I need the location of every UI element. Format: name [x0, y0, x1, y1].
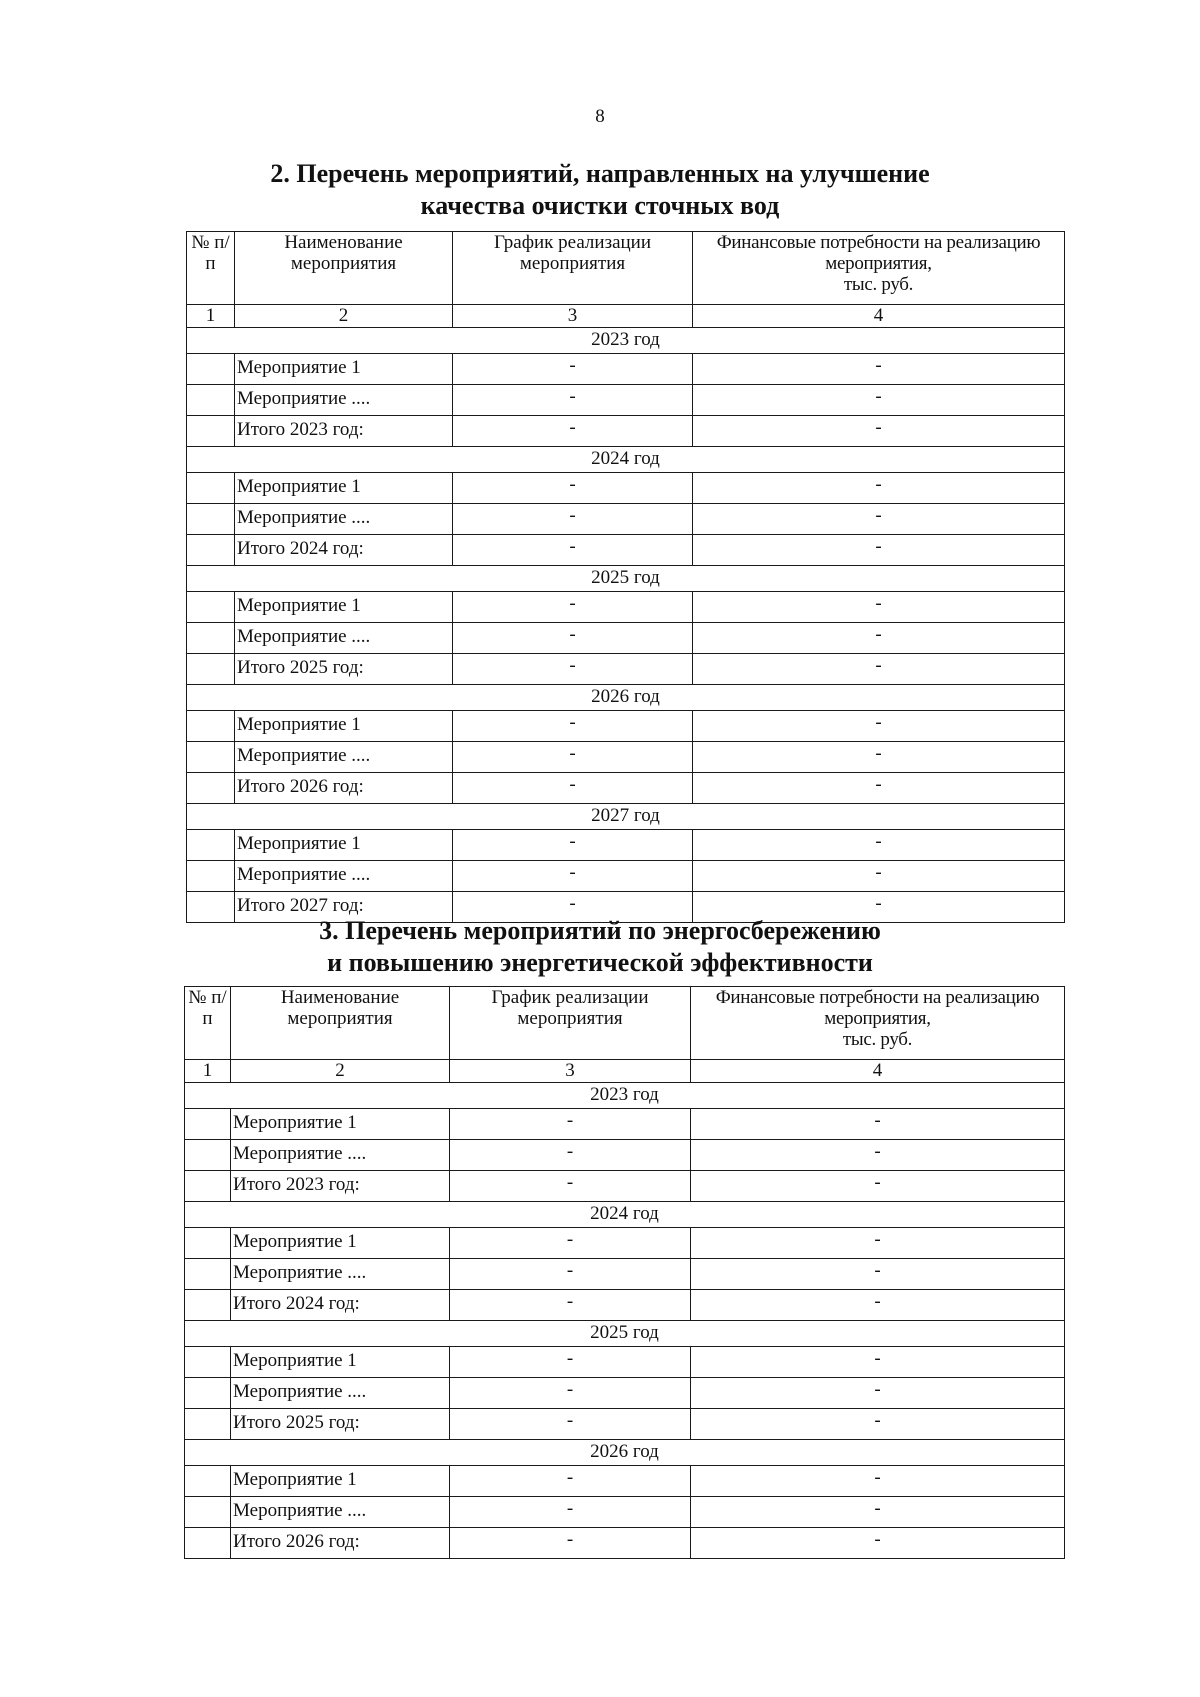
- table-row: [187, 623, 1065, 654]
- table-row: [187, 473, 1065, 504]
- year-label: 2025 год: [185, 1321, 1065, 1347]
- finance-value: -: [693, 861, 1065, 892]
- col-header-finance-line3: тыс. руб.: [842, 1029, 913, 1050]
- no-cell: [185, 1171, 231, 1202]
- activity-name: Мероприятие 1: [235, 592, 453, 623]
- schedule-value: -: [453, 473, 693, 504]
- col-header-finance: [691, 987, 1065, 1060]
- section3-table: [184, 986, 1065, 1559]
- no-cell: [187, 473, 235, 504]
- table-row: [185, 1347, 1065, 1378]
- no-cell: [187, 654, 235, 685]
- table-row: [185, 1259, 1065, 1290]
- no-cell: [185, 1228, 231, 1259]
- schedule-value: -: [450, 1228, 691, 1259]
- schedule-value: -: [453, 654, 693, 685]
- activity-name: Итого 2025 год:: [231, 1409, 450, 1440]
- col-header-finance: [693, 232, 1065, 305]
- year-group-row: [185, 1440, 1065, 1466]
- page-number: 8: [595, 106, 605, 127]
- table-row: [187, 861, 1065, 892]
- finance-value: -: [693, 742, 1065, 773]
- finance-value: -: [693, 473, 1065, 504]
- schedule-value: -: [450, 1497, 691, 1528]
- no-cell: [185, 1109, 231, 1140]
- activity-name: Итого 2026 год:: [235, 773, 453, 804]
- activity-name: Мероприятие ....: [235, 504, 453, 535]
- finance-value: -: [693, 385, 1065, 416]
- col-number-1: 1: [187, 305, 235, 328]
- no-cell: [185, 1497, 231, 1528]
- schedule-value: -: [450, 1290, 691, 1321]
- table-row: [185, 1140, 1065, 1171]
- finance-value: -: [693, 535, 1065, 566]
- finance-value: -: [693, 711, 1065, 742]
- finance-value: -: [691, 1140, 1065, 1171]
- no-cell: [187, 711, 235, 742]
- year-group-row: [187, 447, 1065, 473]
- year-group-row: [187, 685, 1065, 711]
- schedule-value: -: [450, 1409, 691, 1440]
- no-cell: [187, 742, 235, 773]
- activity-name: Мероприятие ....: [235, 385, 453, 416]
- year-label: 2027 год: [187, 804, 1065, 830]
- table-row: [187, 711, 1065, 742]
- table-row: [187, 654, 1065, 685]
- section2-title: [0, 158, 1200, 222]
- table-row: [185, 1228, 1065, 1259]
- col-header-finance-line1: Финансовые потребности на реализацию: [716, 232, 1041, 253]
- finance-value: -: [693, 592, 1065, 623]
- column-number-row: [187, 305, 1065, 328]
- table-row: [185, 1497, 1065, 1528]
- finance-value: -: [691, 1378, 1065, 1409]
- table-row: [187, 385, 1065, 416]
- col-header-no: № п/п: [185, 987, 231, 1060]
- finance-value: -: [693, 354, 1065, 385]
- schedule-value: -: [450, 1140, 691, 1171]
- no-cell: [187, 354, 235, 385]
- no-cell: [187, 416, 235, 447]
- no-cell: [187, 592, 235, 623]
- finance-value: -: [691, 1347, 1065, 1378]
- activity-name: Мероприятие ....: [231, 1259, 450, 1290]
- finance-value: -: [691, 1497, 1065, 1528]
- table-row: [185, 1528, 1065, 1559]
- col-number-4: 4: [693, 305, 1065, 328]
- col-number-1: 1: [185, 1060, 231, 1083]
- activity-name: Итого 2025 год:: [235, 654, 453, 685]
- year-label: 2026 год: [185, 1440, 1065, 1466]
- table-row: [187, 592, 1065, 623]
- finance-value: -: [691, 1290, 1065, 1321]
- table-row: [185, 1290, 1065, 1321]
- finance-value: -: [691, 1171, 1065, 1202]
- header-row: [185, 987, 1065, 1060]
- no-cell: [187, 623, 235, 654]
- finance-value: -: [691, 1259, 1065, 1290]
- activity-name: Мероприятие ....: [231, 1497, 450, 1528]
- activity-name: Мероприятие 1: [231, 1466, 450, 1497]
- no-cell: [185, 1409, 231, 1440]
- activity-name: Мероприятие 1: [235, 830, 453, 861]
- table-row: [187, 830, 1065, 861]
- no-cell: [187, 773, 235, 804]
- col-header-finance-line3: тыс. руб.: [843, 274, 914, 295]
- schedule-value: -: [453, 623, 693, 654]
- no-cell: [185, 1528, 231, 1559]
- no-cell: [187, 830, 235, 861]
- activity-name: Мероприятие ....: [231, 1378, 450, 1409]
- col-number-4: 4: [691, 1060, 1065, 1083]
- year-label: 2023 год: [185, 1083, 1065, 1109]
- schedule-value: -: [453, 592, 693, 623]
- year-label: 2024 год: [185, 1202, 1065, 1228]
- table-row: [187, 773, 1065, 804]
- col-number-3: 3: [450, 1060, 691, 1083]
- finance-value: -: [693, 623, 1065, 654]
- finance-value: -: [691, 1528, 1065, 1559]
- schedule-value: -: [453, 711, 693, 742]
- activity-name: Итого 2023 год:: [235, 416, 453, 447]
- activity-name: Итого 2024 год:: [235, 535, 453, 566]
- finance-value: -: [693, 830, 1065, 861]
- section2-table: [186, 231, 1065, 923]
- no-cell: [187, 385, 235, 416]
- table-row: [187, 354, 1065, 385]
- finance-value: -: [691, 1109, 1065, 1140]
- col-header-name: Наименование мероприятия: [231, 987, 450, 1060]
- finance-value: -: [691, 1466, 1065, 1497]
- year-group-row: [187, 804, 1065, 830]
- col-header-no: № п/п: [187, 232, 235, 305]
- finance-value: -: [693, 654, 1065, 685]
- schedule-value: -: [453, 773, 693, 804]
- schedule-value: -: [453, 354, 693, 385]
- schedule-value: -: [450, 1528, 691, 1559]
- col-number-2: 2: [231, 1060, 450, 1083]
- schedule-value: -: [450, 1259, 691, 1290]
- year-label: 2024 год: [187, 447, 1065, 473]
- header-row: [187, 232, 1065, 305]
- finance-value: -: [691, 1228, 1065, 1259]
- activity-name: Мероприятие ....: [235, 742, 453, 773]
- table-row: [187, 504, 1065, 535]
- no-cell: [187, 861, 235, 892]
- no-cell: [185, 1466, 231, 1497]
- activity-name: Мероприятие ....: [231, 1140, 450, 1171]
- schedule-value: -: [453, 830, 693, 861]
- year-group-row: [185, 1083, 1065, 1109]
- schedule-value: -: [453, 416, 693, 447]
- no-cell: [185, 1259, 231, 1290]
- no-cell: [185, 1378, 231, 1409]
- col-header-schedule: График реализации мероприятия: [453, 232, 693, 305]
- activity-name: Мероприятие 1: [235, 354, 453, 385]
- activity-name: Итого 2026 год:: [231, 1528, 450, 1559]
- schedule-value: -: [453, 385, 693, 416]
- schedule-value: -: [450, 1347, 691, 1378]
- table-row: [185, 1378, 1065, 1409]
- section2-title-line2: качества очистки сточных вод: [420, 191, 780, 220]
- table-row: [185, 1466, 1065, 1497]
- year-group-row: [185, 1321, 1065, 1347]
- activity-name: Мероприятие 1: [235, 473, 453, 504]
- year-label: 2026 год: [187, 685, 1065, 711]
- activity-name: Мероприятие 1: [231, 1347, 450, 1378]
- table-row: [187, 535, 1065, 566]
- finance-value: -: [693, 504, 1065, 535]
- finance-value: -: [691, 1409, 1065, 1440]
- no-cell: [187, 535, 235, 566]
- activity-name: Мероприятие ....: [235, 861, 453, 892]
- col-number-3: 3: [453, 305, 693, 328]
- column-number-row: [185, 1060, 1065, 1083]
- table-row: [185, 1409, 1065, 1440]
- no-cell: [187, 504, 235, 535]
- year-group-row: [185, 1202, 1065, 1228]
- year-group-row: [187, 566, 1065, 592]
- schedule-value: -: [453, 892, 693, 923]
- col-header-schedule: График реализации мероприятия: [450, 987, 691, 1060]
- table-row: [185, 1109, 1065, 1140]
- schedule-value: -: [453, 742, 693, 773]
- section3-title: [0, 915, 1200, 979]
- year-label: 2025 год: [187, 566, 1065, 592]
- col-header-finance-line2: мероприятия,: [824, 1008, 931, 1029]
- no-cell: [185, 1290, 231, 1321]
- section2-title-line1: 2. Перечень мероприятий, направленных на улучшение: [270, 159, 930, 188]
- year-group-row: [187, 328, 1065, 354]
- activity-name: Мероприятие 1: [231, 1109, 450, 1140]
- col-number-2: 2: [235, 305, 453, 328]
- finance-value: -: [693, 892, 1065, 923]
- no-cell: [185, 1140, 231, 1171]
- schedule-value: -: [453, 504, 693, 535]
- section3-title-line1: 3. Перечень мероприятий по энергосбережению: [319, 916, 881, 945]
- table-row: [187, 416, 1065, 447]
- activity-name: Мероприятие ....: [235, 623, 453, 654]
- schedule-value: -: [453, 861, 693, 892]
- activity-name: Итого 2023 год:: [231, 1171, 450, 1202]
- section3-title-line2: и повышению энергетической эффективности: [327, 948, 873, 977]
- finance-value: -: [693, 416, 1065, 447]
- table-row: [185, 1171, 1065, 1202]
- schedule-value: -: [450, 1466, 691, 1497]
- finance-value: -: [693, 773, 1065, 804]
- activity-name: Мероприятие 1: [235, 711, 453, 742]
- col-header-finance-line1: Финансовые потребности на реализацию: [715, 987, 1040, 1008]
- activity-name: Мероприятие 1: [231, 1228, 450, 1259]
- no-cell: [185, 1347, 231, 1378]
- year-label: 2023 год: [187, 328, 1065, 354]
- schedule-value: -: [453, 535, 693, 566]
- col-header-finance-line2: мероприятия,: [825, 253, 932, 274]
- schedule-value: -: [450, 1378, 691, 1409]
- schedule-value: -: [450, 1109, 691, 1140]
- activity-name: Итого 2024 год:: [231, 1290, 450, 1321]
- activity-name: Итого 2027 год:: [235, 892, 453, 923]
- col-header-name: Наименование мероприятия: [235, 232, 453, 305]
- schedule-value: -: [450, 1171, 691, 1202]
- table-row: [187, 742, 1065, 773]
